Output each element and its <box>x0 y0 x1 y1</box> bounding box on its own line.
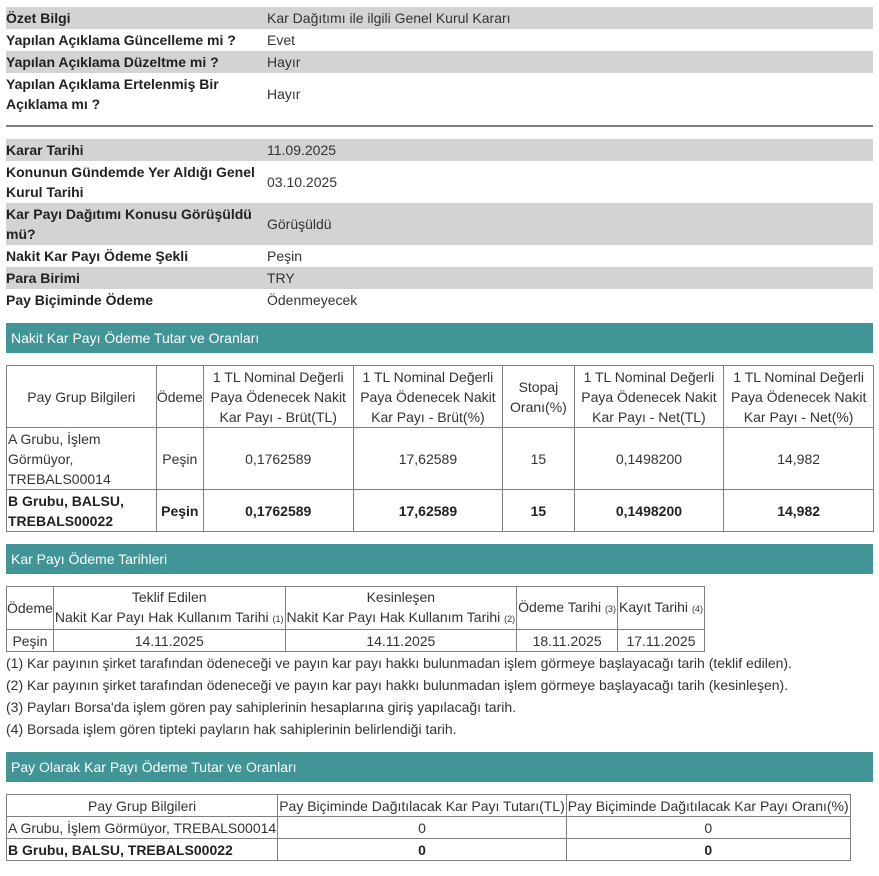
header-cell: Pay Grup Bilgileri <box>7 795 278 817</box>
footnote: (4) Borsada işlem gören tipteki payların hak sahiplerinin belirlendiği tarih. <box>6 721 457 737</box>
details-row <box>6 139 873 161</box>
net-pct-cell: 14,982 <box>724 428 874 490</box>
header-line: Nakit Kar Payı Hak Kullanım Tarihi <box>286 609 501 625</box>
header-cell: Stopaj Oranı(%) <box>503 366 574 428</box>
summary-value: Hayır <box>267 86 301 102</box>
table-header-row <box>7 366 874 428</box>
summary-row <box>6 29 873 51</box>
header-cell: 1 TL Nominal Değerli Paya Ödenecek Nakit Kar Payı - Brüt(TL) <box>203 366 353 428</box>
payment-cell: Peşin <box>7 630 54 652</box>
details-row <box>6 161 873 203</box>
header-cell: 1 TL Nominal Değerli Paya Ödenecek Nakit Kar Payı - Net(%) <box>724 366 874 428</box>
details-row <box>6 203 873 245</box>
net-tl-cell: 0,1498200 <box>574 490 724 532</box>
section-header-dates: Kar Payı Ödeme Tarihleri <box>6 544 873 574</box>
footnote: (1) Kar payının şirket tarafından ödeneceği ve payın kar payı hakkı bulunmadan işlem görmeye başlayacağı tarih (teklif edilen). <box>6 655 792 671</box>
table-row <box>7 428 874 490</box>
header-cell: Pay Biçiminde Dağıtılacak Kar Payı Oranı(%) <box>566 795 850 817</box>
footnote: (2) Kar payının şirket tarafından ödeneceği ve payın kar payı hakkı bulunmadan işlem görmeye başlayacağı tarih (kesinleşen). <box>6 677 789 693</box>
gross-pct-cell: 17,62589 <box>353 490 503 532</box>
withholding-cell: 15 <box>503 428 574 490</box>
details-row <box>6 245 873 267</box>
header-line: Kesinleşen <box>366 589 436 605</box>
header-cell-pay-date <box>517 587 618 630</box>
summary-value: Kar Dağıtımı ile ilgili Genel Kurul Kararı <box>267 7 873 29</box>
footnote-ref: (2) <box>504 614 516 624</box>
net-tl-cell: 0,1498200 <box>574 428 724 490</box>
details-value: TRY <box>267 267 873 289</box>
summary-row <box>6 73 873 115</box>
summary-label: Özet Bilgi <box>6 7 267 29</box>
group-cell: B Grubu, BALSU, TREBALS00022 <box>7 839 278 861</box>
header-cell-proposed <box>53 587 285 630</box>
details-table <box>6 139 873 311</box>
proposed-date-cell: 14.11.2025 <box>53 630 285 652</box>
group-cell: B Grubu, BALSU, TREBALS00022 <box>7 490 157 532</box>
payment-dates-table <box>6 586 705 652</box>
net-pct-cell: 14,982 <box>724 490 874 532</box>
details-label: Kar Payı Dağıtımı Konusu Görüşüldü mü? <box>6 203 267 245</box>
details-label: Nakit Kar Payı Ödeme Şekli <box>6 248 189 264</box>
ratio-cell: 0 <box>566 839 850 861</box>
summary-label: Yapılan Açıklama Güncelleme mi ? <box>6 32 236 48</box>
disclosure-page <box>6 7 873 861</box>
gross-pct-cell: 17,62589 <box>353 428 503 490</box>
gross-tl-cell: 0,1762589 <box>203 428 353 490</box>
payment-cell: Peşin <box>156 490 203 532</box>
header-line: Teklif Edilen <box>131 589 207 605</box>
footnote-ref: (4) <box>691 604 703 614</box>
header-cell: Pay Grup Bilgileri <box>7 366 157 428</box>
details-row <box>6 289 873 311</box>
group-cell: A Grubu, İşlem Görmüyor, TREBALS00014 <box>7 817 278 839</box>
cash-dividend-table <box>6 365 874 532</box>
header-cell: 1 TL Nominal Değerli Paya Ödenecek Nakit Kar Payı - Brüt(%) <box>353 366 503 428</box>
summary-value: Hayır <box>267 51 873 73</box>
footnote: (3) Payları Borsa'da işlem gören pay sahiplerinin hesaplarına giriş yapılacağı tarih. <box>6 699 517 715</box>
divider <box>6 125 873 127</box>
ratio-cell: 0 <box>566 817 850 839</box>
table-row <box>7 817 851 839</box>
record-date-cell: 17.11.2025 <box>618 630 705 652</box>
summary-value: Evet <box>267 32 296 48</box>
amount-cell: 0 <box>278 839 567 861</box>
table-row <box>7 630 705 652</box>
details-value: Görüşüldü <box>267 203 873 245</box>
group-cell: A Grubu, İşlem Görmüyor, TREBALS00014 <box>7 428 157 490</box>
header-cell: 1 TL Nominal Değerli Paya Ödenecek Nakit Kar Payı - Net(TL) <box>574 366 724 428</box>
details-value: 03.10.2025 <box>267 174 338 190</box>
summary-row <box>6 51 873 73</box>
header-line: Ödeme Tarihi <box>518 599 602 615</box>
pay-date-cell: 18.11.2025 <box>517 630 618 652</box>
footnote-ref: (3) <box>605 604 617 614</box>
details-value: Peşin <box>267 248 303 264</box>
final-date-cell: 14.11.2025 <box>285 630 517 652</box>
summary-row <box>6 7 873 29</box>
table-header-row <box>7 795 851 817</box>
header-cell-record-date <box>618 587 705 630</box>
details-value: 11.09.2025 <box>267 139 873 161</box>
details-label: Pay Biçiminde Ödeme <box>6 292 154 308</box>
payment-cell: Peşin <box>156 428 203 490</box>
details-row <box>6 267 873 289</box>
summary-label: Yapılan Açıklama Düzeltme mi ? <box>6 51 267 73</box>
header-line: Kayıt Tarihi <box>619 599 689 615</box>
table-header-row <box>7 587 705 630</box>
details-label: Karar Tarihi <box>6 139 267 161</box>
header-cell: Pay Biçiminde Dağıtılacak Kar Payı Tutarı(TL) <box>278 795 567 817</box>
amount-cell: 0 <box>278 817 567 839</box>
details-value: Ödenmeyecek <box>267 292 358 308</box>
summary-table <box>6 7 873 115</box>
withholding-cell: 15 <box>503 490 574 532</box>
section-header-share: Pay Olarak Kar Payı Ödeme Tutar ve Oranları <box>6 752 873 782</box>
footnotes <box>6 652 873 740</box>
share-dividend-table <box>6 794 851 861</box>
table-row <box>7 839 851 861</box>
header-cell: Ödeme <box>156 366 203 428</box>
gross-tl-cell: 0,1762589 <box>203 490 353 532</box>
section-header-cash: Nakit Kar Payı Ödeme Tutar ve Oranları <box>6 323 873 353</box>
summary-label: Yapılan Açıklama Ertelenmiş Bir Açıklama mı ? <box>6 76 219 112</box>
header-cell-final <box>285 587 517 630</box>
table-row <box>7 490 874 532</box>
footnote-ref: (1) <box>272 614 284 624</box>
header-cell: Ödeme <box>7 587 54 630</box>
details-label: Konunun Gündemde Yer Aldığı Genel Kurul Tarihi <box>6 164 255 200</box>
header-line: Nakit Kar Payı Hak Kullanım Tarihi <box>54 609 269 625</box>
details-label: Para Birimi <box>6 267 267 289</box>
